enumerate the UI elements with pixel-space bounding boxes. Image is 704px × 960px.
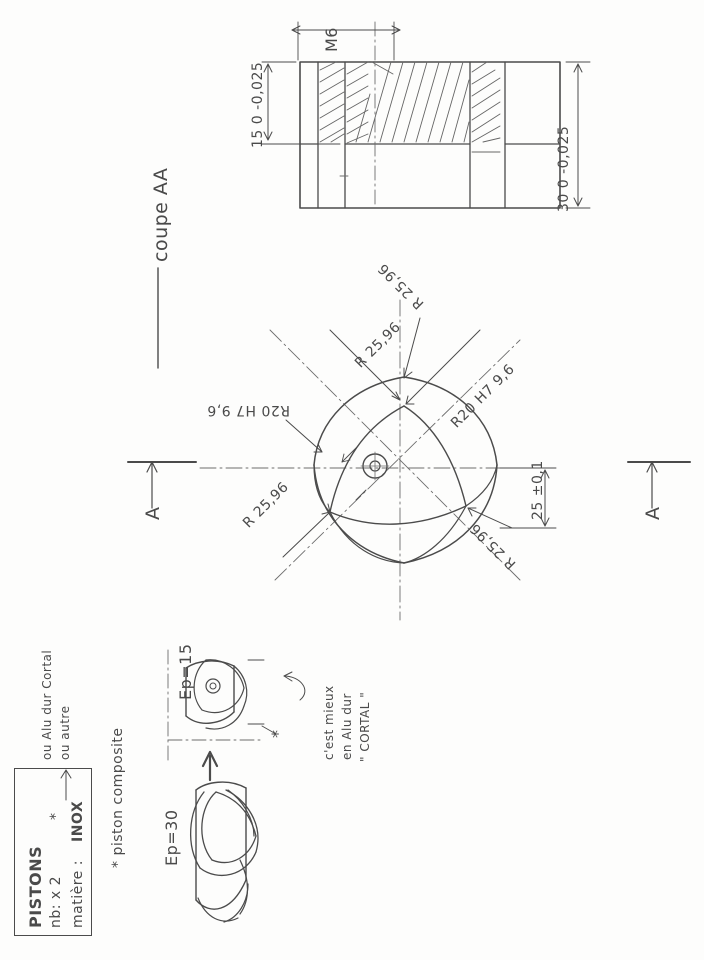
title-block-line2-marker: *	[48, 812, 64, 820]
dim-r2596-2-label: R 25,96	[240, 479, 293, 532]
dim-ep15-label: Ep=15	[176, 643, 195, 700]
title-block-material-key: matière :	[70, 860, 86, 928]
dim-r20h7-2-label: R20 H7 9,6	[206, 402, 290, 418]
title-block-material-value: INOX	[70, 800, 86, 842]
note-piston-composite: * piston composite	[110, 727, 126, 868]
dim-r2596-1-label: R 25,96	[352, 319, 405, 372]
dim-25-label: 25 ±0,1	[530, 460, 546, 520]
note-mieux-1: c'est mieux	[322, 685, 336, 760]
dim-m6-label: M6	[322, 27, 341, 52]
dim-r20h7-1-label: R20 H7 9,6	[448, 361, 519, 432]
section-letter-a-left: A	[142, 506, 164, 520]
dim-r2596-4-label: R 25,96	[375, 259, 428, 312]
note-mieux-3: " CORTAL "	[358, 691, 372, 762]
section-letter-a-right: A	[642, 506, 664, 520]
note-autre: ou autre	[58, 705, 72, 760]
note-alu: ou Alu dur Cortal	[40, 649, 54, 760]
title-block-line2: nb: x 2	[48, 875, 64, 928]
dim-15-label: 15 0 -0,025	[250, 61, 266, 148]
dim-ep30-label: Ep=30	[162, 809, 181, 866]
asterisk-marker: *	[268, 729, 287, 738]
title-block-line1: PISTONS	[26, 845, 45, 928]
dim-30-label: 30 0 -0,025	[556, 125, 572, 212]
dim-r2596-3-label: R 25,96	[467, 519, 520, 572]
note-mieux-2: en Alu dur	[340, 693, 354, 760]
label-coupe-aa: coupe AA	[150, 167, 172, 262]
